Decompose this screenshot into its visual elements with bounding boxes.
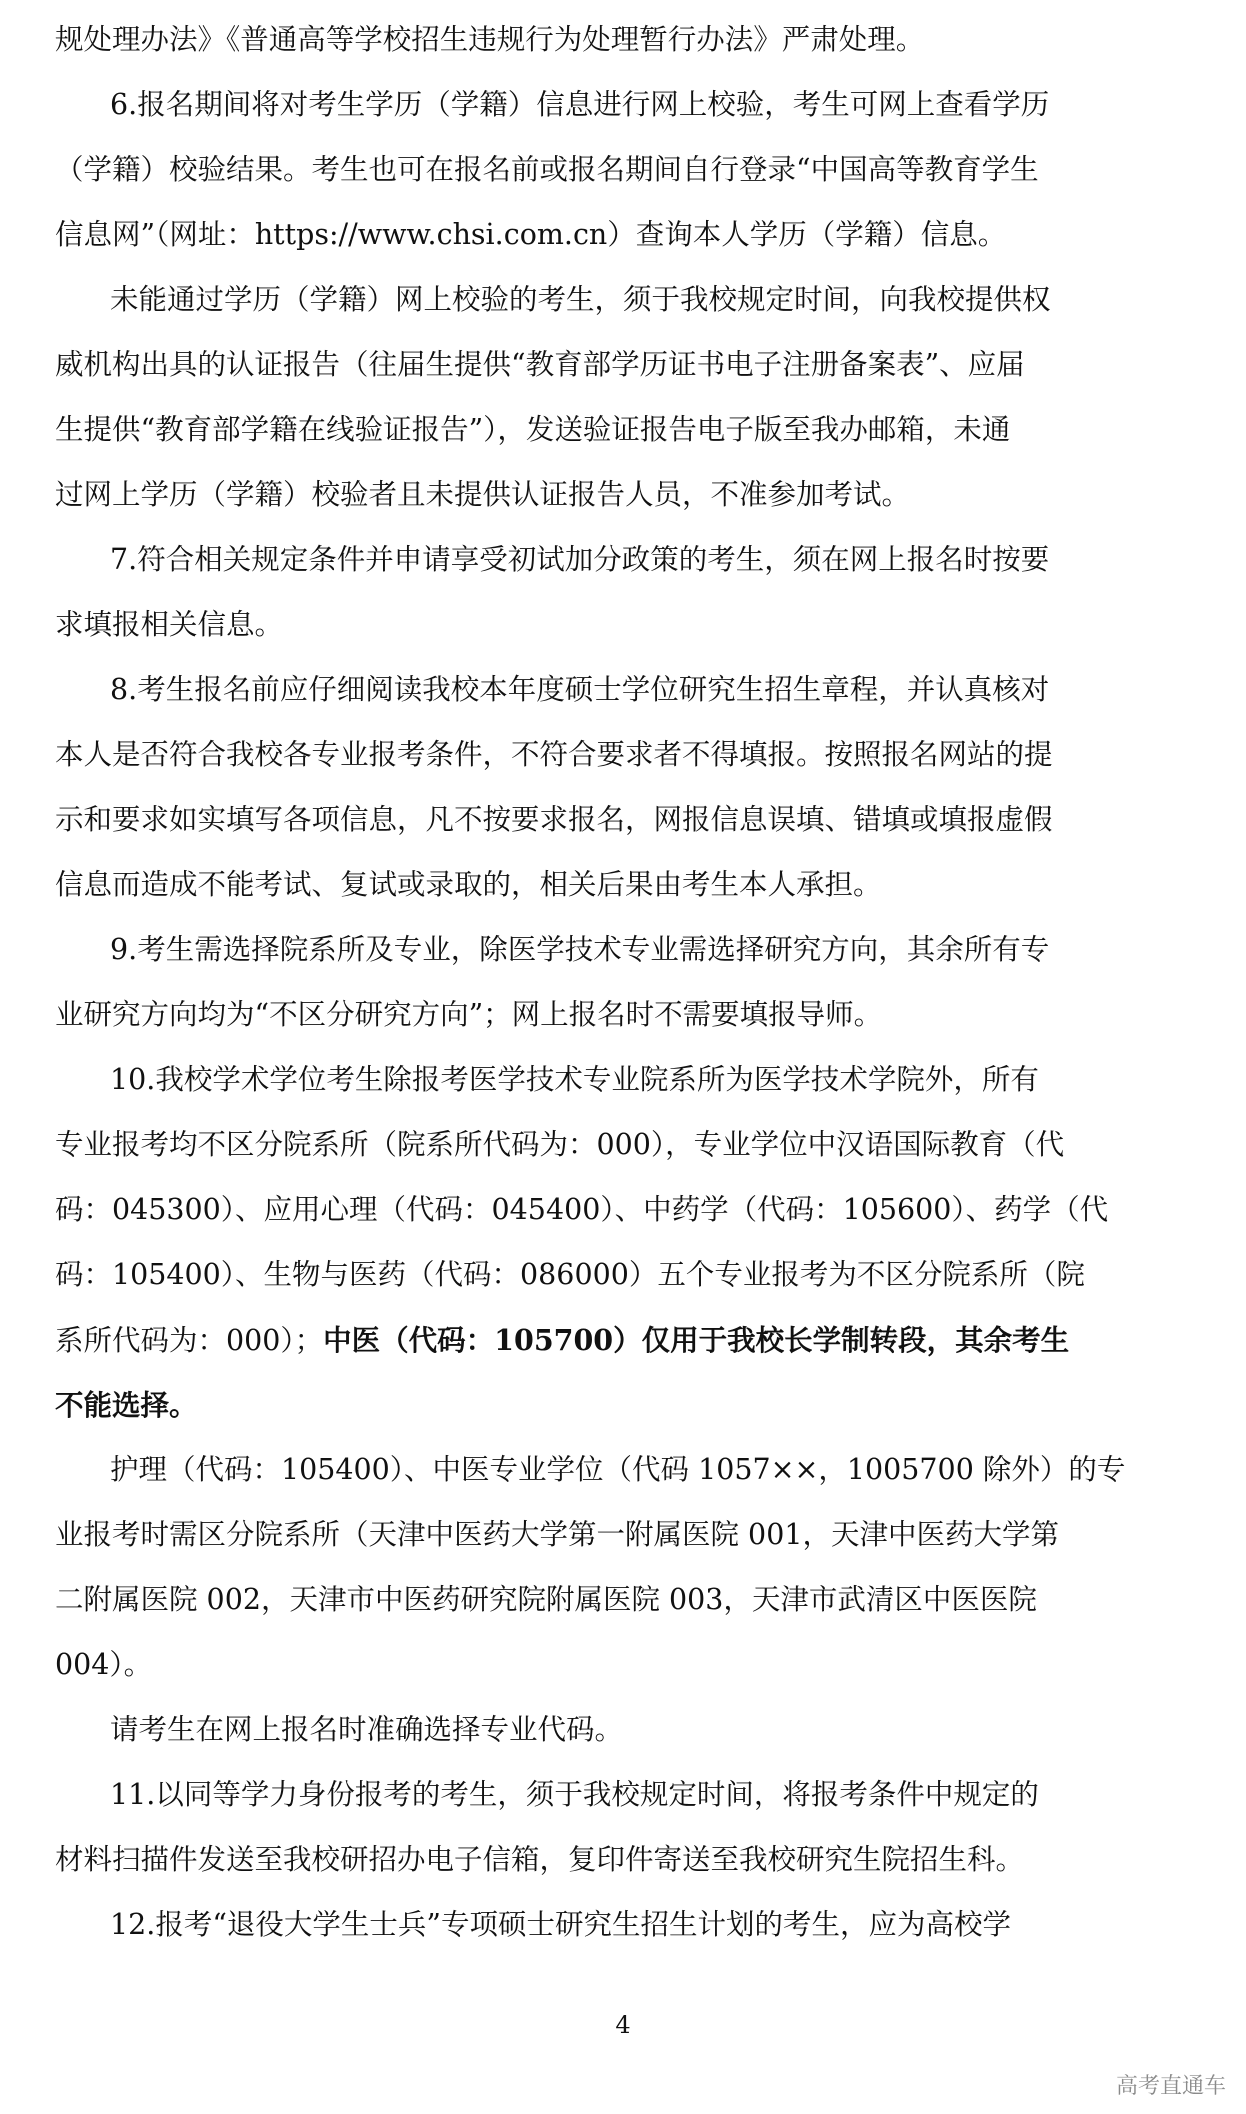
text-line: 材料扫描件发送至我校研招办电子信箱，复印件寄送至我校研究生院招生科。: [55, 1843, 1025, 1876]
text-line: 信息而造成不能考试、复试或录取的，相关后果由考生本人承担。: [55, 868, 882, 901]
text-line: 6.报名期间将对考生学历（学籍）信息进行网上校验，考生可网上查看学历: [110, 88, 1050, 121]
text-line: （学籍）校验结果。考生也可在报名前或报名期间自行登录“中国高等教育学生: [55, 153, 1039, 186]
watermark: 高考直通车: [1115, 2074, 1226, 2099]
page-number: 4: [615, 2011, 631, 2039]
text-line: 专业报考均不区分院系所（院系所代码为：000），专业学位中汉语国际教育（代: [55, 1128, 1065, 1161]
text-line: 过网上学历（学籍）校验者且未提供认证报告人员，不准参加考试。: [55, 478, 911, 511]
text-line: 生提供“教育部学籍在线验证报告”），发送验证报告电子版至我办邮箱，未通: [55, 413, 1011, 446]
text-line: 本人是否符合我校各专业报考条件，不符合要求者不得填报。按照报名网站的提: [55, 738, 1053, 771]
text-line: [55, 1320, 1205, 1361]
text-line: 规处理办法》《普通高等学校招生违规行为处理暂行办法》严肃处理。: [55, 23, 925, 56]
text-line: 示和要求如实填写各项信息，凡不按要求报名，网报信息误填、错填或填报虚假: [55, 803, 1053, 836]
text-line: 未能通过学历（学籍）网上校验的考生，须于我校规定时间，向我校提供权: [110, 283, 1051, 316]
text-line: 9.考生需选择院系所及专业，除医学技术专业需选择研究方向，其余所有专: [110, 933, 1050, 966]
text-line: 护理（代码：105400）、中医专业学位（代码 1057××，1005700 除外）的专: [110, 1453, 1126, 1486]
text-line: 不能选择。: [55, 1388, 198, 1422]
text-line: 码：045300）、应用心理（代码：045400）、中药学（代码：105600）、药学（代: [55, 1193, 1109, 1226]
text-line: 004）。: [55, 1648, 153, 1681]
text-line: 8.考生报名前应仔细阅读我校本年度硕士学位研究生招生章程，并认真核对: [110, 673, 1050, 706]
text-line: 11.以同等学力身份报考的考生，须于我校规定时间，将报考条件中规定的: [110, 1778, 1039, 1811]
text-line: 码：105400）、生物与医药（代码：086000）五个专业报考为不区分院系所（院: [55, 1258, 1085, 1291]
bold-text-segment: 中医（代码：105700）仅用于我校长学制转段，其余考生: [323, 1323, 1070, 1357]
text-line: 业研究方向均为“不区分研究方向”；网上报名时不需要填报导师。: [55, 998, 883, 1031]
text-line: 威机构出具的认证报告（往届生提供“教育部学历证书电子注册备案表”、应届: [55, 348, 1025, 381]
text-line: 业报考时需区分院系所（天津中医药大学第一附属医院 001，天津中医药大学第: [55, 1518, 1059, 1551]
text-line: 信息网”（网址：https://www.chsi.com.cn）查询本人学历（学籍）信息。: [55, 218, 1007, 251]
text-line: 求填报相关信息。: [55, 608, 284, 641]
text-line: 12.报考“退役大学生士兵”专项硕士研究生招生计划的考生，应为高校学: [110, 1908, 1011, 1941]
text-line: 10.我校学术学位考生除报考医学技术专业院系所为医学技术学院外，所有: [110, 1063, 1039, 1096]
text-line: 请考生在网上报名时准确选择专业代码。: [110, 1713, 624, 1746]
text-line: 7.符合相关规定条件并申请享受初试加分政策的考生，须在网上报名时按要: [110, 543, 1050, 576]
text-line: 二附属医院 002，天津市中医药研究院附属医院 003，天津市武清区中医医院: [55, 1583, 1037, 1616]
text-segment: 系所代码为：000）；: [55, 1324, 324, 1357]
